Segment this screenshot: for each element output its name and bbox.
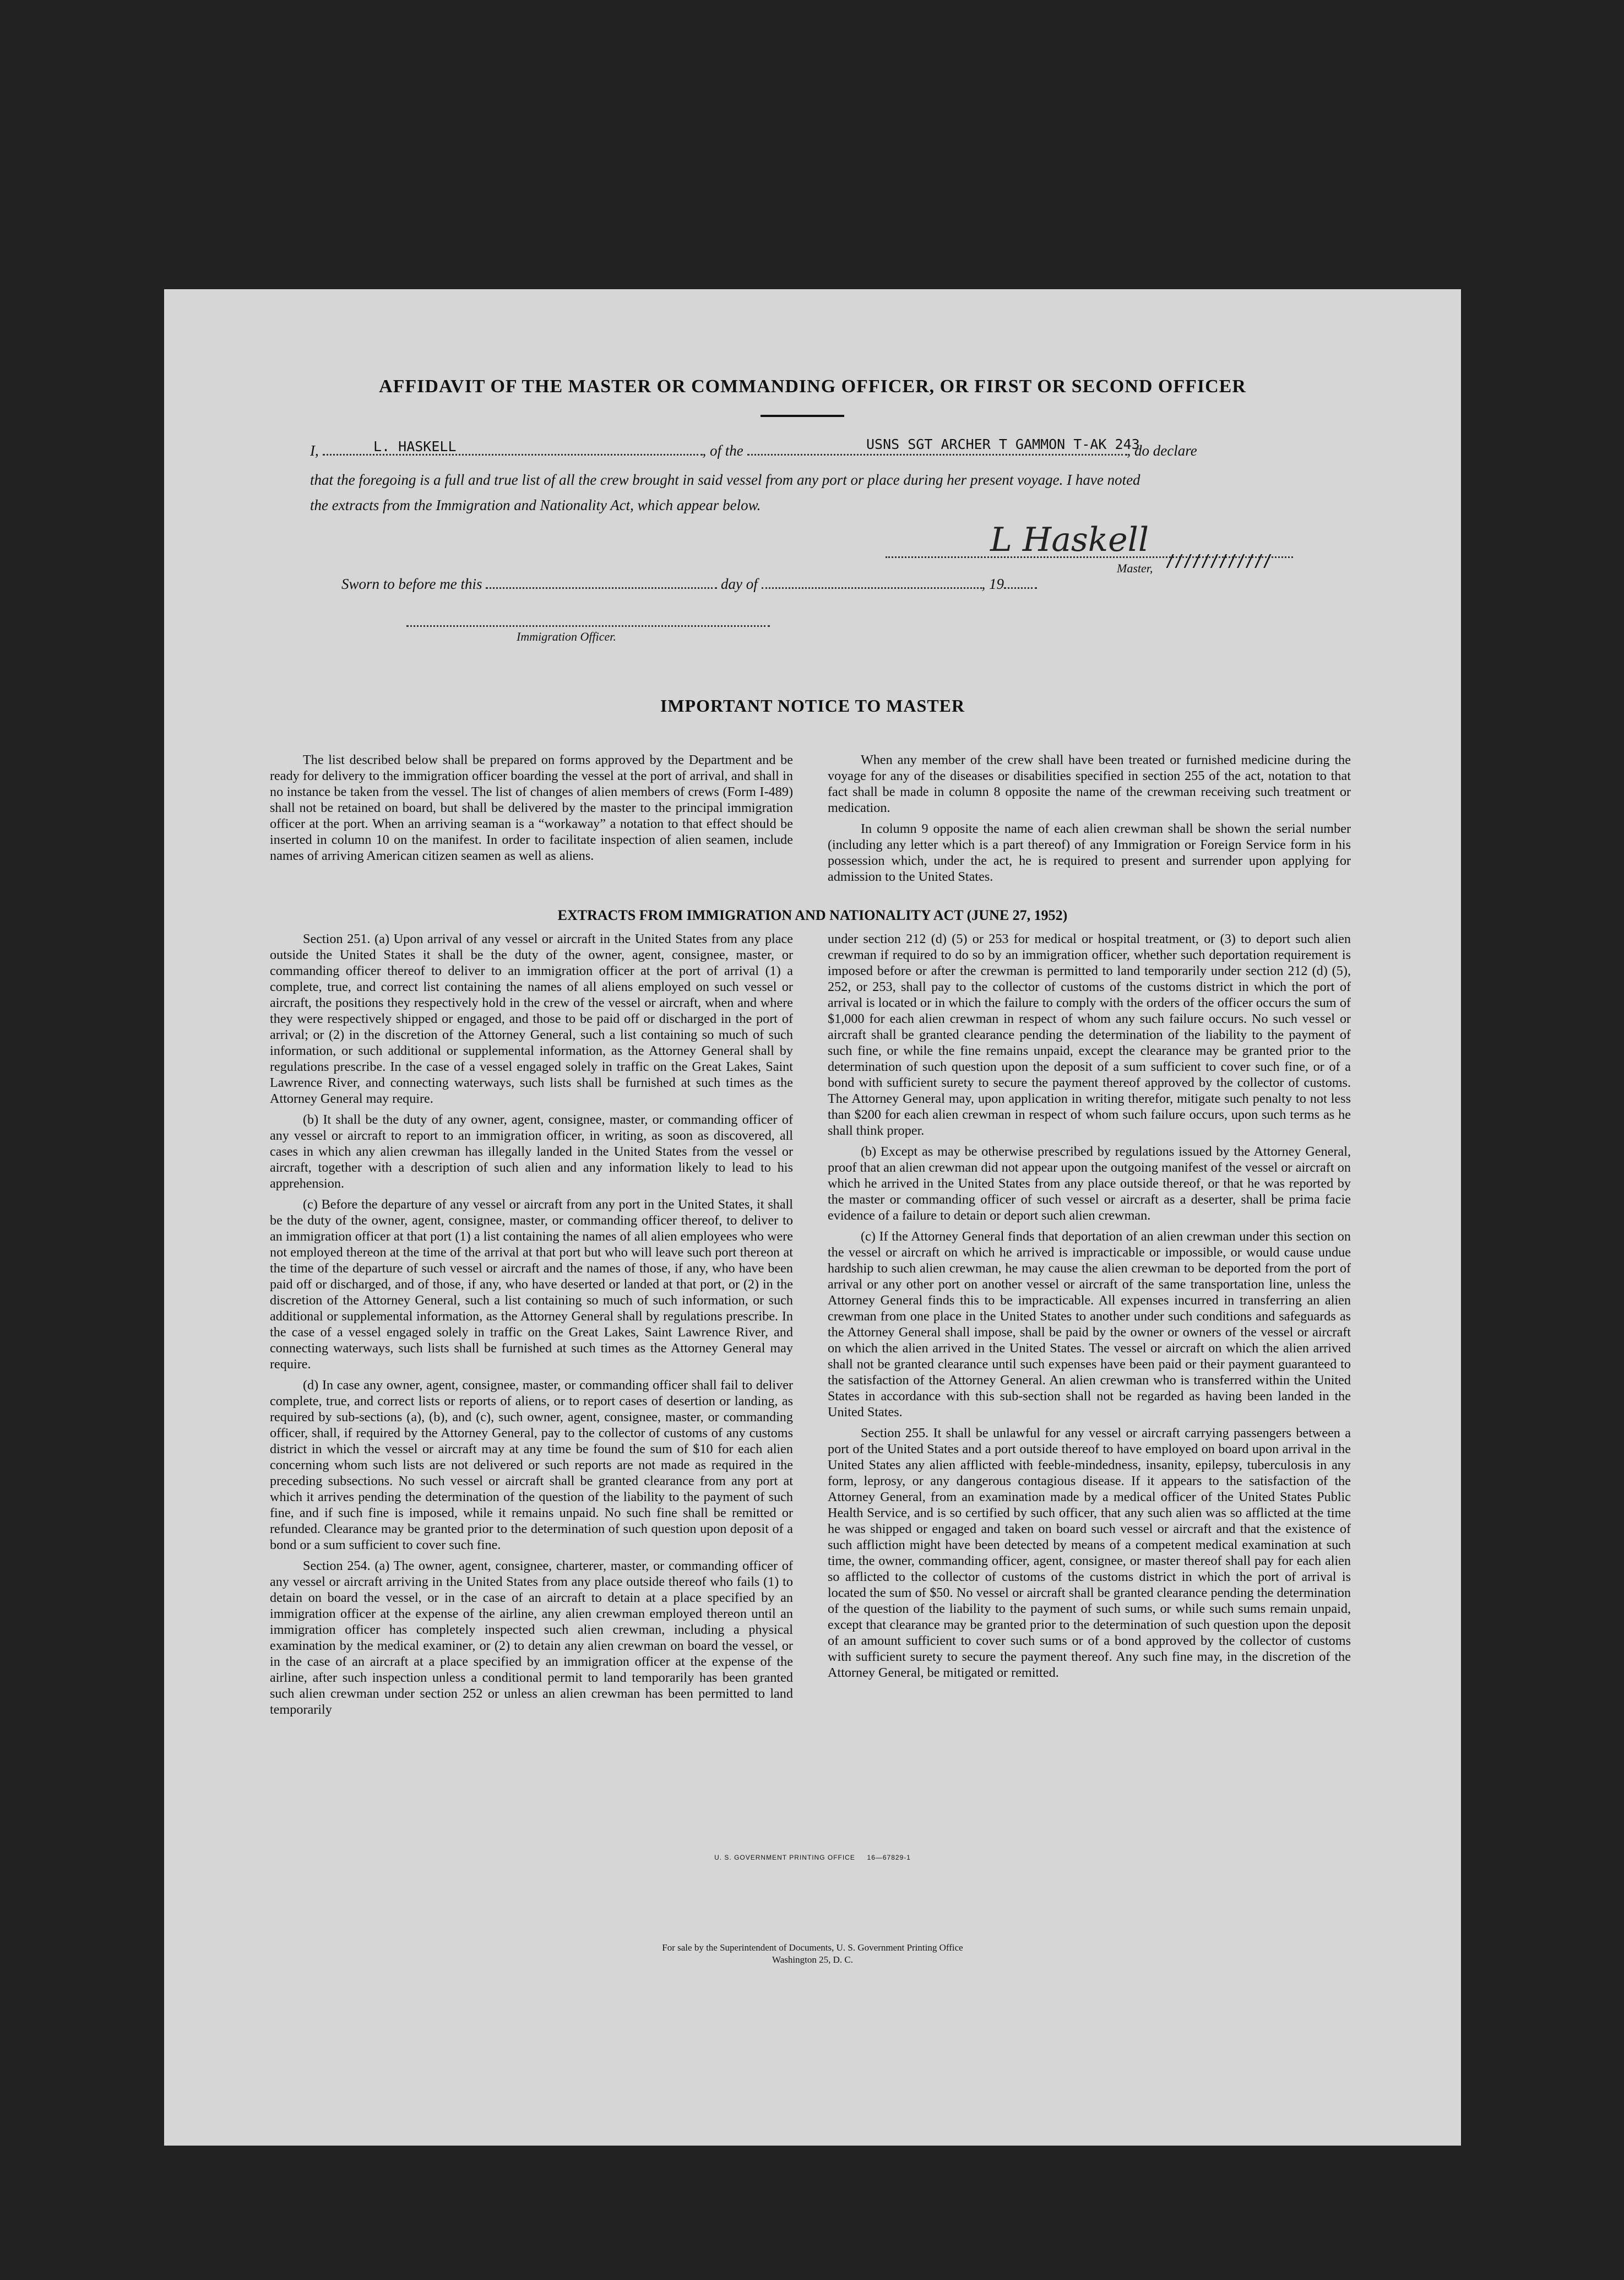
section-255: Section 255. It shall be unlawful for any vessel or aircraft carrying passengers between a port of the United States and a port outside thereof to have employed on board upon arrival in the United States any alien afflicted with feeble-mindedness, insanity, epilepsy, tuberculosis in any form, leprosy, or any dangerous contagious disease. If it appears to the satisfaction of the Attorney General, from an examination made by a medical officer of the United States Public Health Service, and is so certified by such officer, that any such alien was so afflicted at the time he was shipped or engaged and taken on board such vessel or aircraft and that the existence of such affliction might have been detected by means of a competent medical examination at such time, the owner, commanding officer, agent, consignee, or master thereof shall pay for each alien so afflicted to the collector of customs of the customs district in which the port of arrival is located the sum of $50. No vessel or aircraft shall be granted clearance pending the determination of the question of the liability to the payment of such sums, or while such sums remain unpaid, except that clearance may be granted prior to the determination of such question upon the deposit of an amount sufficient to cover such sums or of a bond approved by the collector of customs with sufficient surety to secure the payment thereof. Any such fine may, in the discretion of the Attorney General, be mitigated or remitted. — [828, 1426, 1351, 1680]
sale-footer — [164, 1942, 1461, 1966]
section-254-a-continued: under section 212 (d) (5) or 253 for medical or hospital treatment, or (3) to deport such alien crewman if required to do so by an immigration officer, whether such deportation requirement is imposed before or after the crewman is permitted to land temporarily under section 212 (d) (5), 252, or 253, shall pay to the collector of customs of the customs district in which the port of arrival is located or in which the failure to comply with the orders of the officer occurs the sum of $1,000 for each alien crewman in respect of whom any such failure occurs. No such vessel or aircraft shall be granted clearance pending the determination of the liability to the payment of such fine, or while the fine remains unpaid, except the clearance may be granted prior to the determination of such question upon the deposit of a sum sufficient to cover such fine, or of a bond with sufficient surety to secure the payment thereof approved by the collector of customs. The Attorney General may, upon application in writing therefor, mitigate such penalty to not less than $200 for each alien crewman in respect of whom such failure occurs, upon such terms as he shall think proper. — [828, 932, 1351, 1138]
footer-line-2: Washington 25, D. C. — [772, 1954, 853, 1965]
notice-title: IMPORTANT NOTICE TO MASTER — [660, 696, 965, 716]
sworn-prefix: Sworn to before me this — [341, 576, 482, 592]
affidavit-title: AFFIDAVIT OF THE MASTER OR COMMANDING OFFICER, OR FIRST OR SECOND OFFICER — [379, 376, 1246, 397]
section-251-c: (c) Before the departure of any vessel or aircraft from any port in the United States, it shall be the duty of the owner, agent, consignee, master, or commanding officer thereof, to deliver to an immigration officer at that port (1) a list containing the names of all alien employees who were not employed thereon at the time of the arrival at that port but who will leave such port thereon at the time of the departure of such vessel or aircraft and the names of those, if any, who have been paid off or discharged, and of those, if any, who have deserted or landed at that port, or (2) in the discretion of the Attorney General, such a list containing so much of such information, or such additional or supplemental information, as the Attorney General shall by regulations prescribe. In the case of a vessel engaged solely in traffic on the Great Lakes, Saint Lawrence River, and connecting waterways, such lists shall be furnished at such times as the Attorney General may require. — [270, 1197, 793, 1372]
section-254-a: Section 254. (a) The owner, agent, consignee, charterer, master, or commanding officer of any vessel or aircraft arriving in the United States from any place outside thereof who fails (1) to detain on board the vessel, or in the case of an aircraft to detain at a place specified by an immigration officer at the expense of the airline, any alien crewman employed thereon until an immigration officer has completely inspected such alien crewman, including a physical examination by the medical examiner, or (2) to detain any alien crewman on board the vessel, or in the case of an aircraft at a place specified by an immigration officer at the expense of the airline, after such inspection unless a conditional permit to land temporarily has been granted such alien crewman under section 252 or unless an alien crewman has been permitted to land temporarily — [270, 1558, 793, 1717]
extracts-left-column — [270, 931, 793, 1723]
section-254-c: (c) If the Attorney General finds that deportation of an alien crewman under this section on the vessel or aircraft on which he arrived is impracticable or impossible, or would cause undue hardship to such alien crewman, he may cause the alien crewman to be deported from the port of arrival or any other port on another vessel or aircraft of the same transportation line, unless the Attorney General finds this to be impracticable. All expenses incurred in transferring an alien crewman from one place in the United States to another under such conditions and safeguards as the Attorney General shall impose, shall be paid by the owner or owners of the vessel or aircraft on which the alien arrived in the United States. The vessel or aircraft on which the alien arrived shall not be granted clearance until such expenses have been paid or their payment guaranteed to the satisfaction of the Attorney General. An alien crewman who is transferred within the United States in accordance with this sub-section shall not be regarded as having been landed in the United States. — [828, 1229, 1351, 1420]
notice-right-column — [828, 752, 1351, 890]
officer-signature-line — [406, 625, 770, 627]
declaration-text-1: that the foregoing is a full and true list of all the crew brought in said vessel from any port or place during her present voyage. I have noted — [310, 472, 1140, 488]
vessel-name-field — [747, 454, 1127, 456]
section-254-b: (b) Except as may be otherwise prescribed by regulations issued by the Attorney General, proof that an alien crewman did not appear upon the outgoing manifest of the vessel or aircraft on which he arrived in the United States from any place outside thereof, or that he was reported by the master or commanding officer of such vessel or aircraft as a deserter, shall be prima facie evidence of a failure to detain or deport such alien crewman. — [828, 1144, 1351, 1223]
declaration-line — [310, 442, 1389, 459]
year-prefix: , 19 — [981, 576, 1004, 592]
struck-out-title: //////////// — [1165, 551, 1272, 571]
document-page — [164, 289, 1461, 2146]
master-signature: L Haskell — [990, 521, 1149, 559]
notice-right-paragraph-2: In column 9 opposite the name of each alien crewman shall be shown the serial number (including any letter which is a part thereof) of any Immigration or Foreign Service form in his possession which, under the act, he is required to present and surrender upon applying for admission to the United States. — [828, 821, 1351, 884]
section-251-b: (b) It shall be the duty of any owner, agent, consignee, master, or commanding officer of any vessel or aircraft to report to an immigration officer, in writing, as soon as discovered, all cases in which any alien crewman has illegally landed in the United States from the vessel or aircraft, together with a description of such alien and any information likely to lead to his apprehension. — [270, 1112, 793, 1191]
notice-right-paragraph-1: When any member of the crew shall have been treated or furnished medicine during the voyage for any of the diseases or disabilities specified in section 255 of the act, notation to that fact shall be made in column 8 opposite the name of the crewman receiving such treatment or medication. — [828, 752, 1351, 815]
extracts-right-column — [828, 931, 1351, 1686]
signature-caption: Master, — [1117, 561, 1153, 575]
title-rule — [761, 415, 844, 417]
declaration-text-2: the extracts from the Immigration and Nationality Act, which appear below. — [310, 497, 761, 513]
section-251-d: (d) In case any owner, agent, consignee, master, or commanding officer shall fail to deliver complete, true, and correct lists or reports of aliens, or to report cases of desertion or landing, as required by sub-sections (a), (b), and (c), such owner, agent, consignee, master, or commanding officer, shall, if required by the Attorney General, pay to the collector of customs of any customs district in which the vessel or aircraft may at any time be found the sum of $10 for each alien concerning whom such lists are not delivered or such reports are not made as required in the preceding subsections. No such vessel or aircraft shall be granted clearance from any port at which it arrives pending the determination of the question of the liability to the payment of such fine, and if such fine is imposed, while it remains unpaid. No such fine shall be remitted or refunded. Clearance may be granted prior to the determination of such question upon deposit of a bond or a sum sufficient to cover such fine. — [270, 1378, 793, 1552]
sworn-day-field — [486, 587, 717, 589]
printing-office-imprint: U. S. GOVERNMENT PRINTING OFFICE 16—67829-1 — [714, 1854, 911, 1861]
sworn-month-field — [762, 587, 982, 589]
master-name-value: L. HASKELL — [373, 438, 457, 454]
prefix-i: I, — [310, 442, 319, 459]
sworn-line — [341, 576, 1278, 593]
extracts-title: EXTRACTS FROM IMMIGRATION AND NATIONALITY ACT (JUNE 27, 1952) — [557, 907, 1068, 923]
notice-left-column — [270, 752, 793, 869]
sworn-year-field — [1004, 587, 1037, 589]
day-of-label: day of — [721, 576, 758, 592]
notice-left-paragraph: The list described below shall be prepared on forms approved by the Department and be ready for delivery to the immigration officer boarding the vessel at the port of arrival, and shall in no instance be taken from the vessel. The list of changes of alien members of crews (Form I-489) shall not be retained on board, but shall be delivered by the master to the principal immigration officer at the port. When an arriving seaman is a “workaway” a notation to that effect should be inserted in column 10 on the manifest. In order to facilitate inspection of alien seamen, include names of arriving American citizen seamen as well as aliens. — [270, 752, 793, 863]
vessel-name-value: USNS SGT ARCHER T GAMMON T-AK 243 — [866, 436, 1140, 452]
officer-caption: Immigration Officer. — [517, 630, 616, 643]
section-251-a: Section 251. (a) Upon arrival of any vessel or aircraft in the United States from any place outside the United States it shall be the duty of the owner, agent, consignee, master, or commanding officer thereof to deliver to an immigration officer at the port of arrival (1) a complete, true, and correct list containing the names of all aliens employed on such vessel or aircraft, the positions they respectively hold in the crew of the vessel or aircraft, when and where they were respectively shipped or engaged, and those to be paid off or discharged in the port of arrival; or (2) in the discretion of the Attorney General, such a list containing so much of such information, or such additional or supplemental information, as the Attorney General shall by regulations prescribe. In the case of a vessel engaged solely in traffic on the Great Lakes, Saint Lawrence River, and connecting waterways, such lists shall be furnished at such times as the Attorney General may require. — [270, 932, 793, 1106]
of-the-label: , of the — [702, 442, 743, 459]
do-declare-label: , do declare — [1127, 442, 1197, 459]
footer-line-1: For sale by the Superintendent of Documents, U. S. Government Printing Office — [662, 1942, 963, 1953]
